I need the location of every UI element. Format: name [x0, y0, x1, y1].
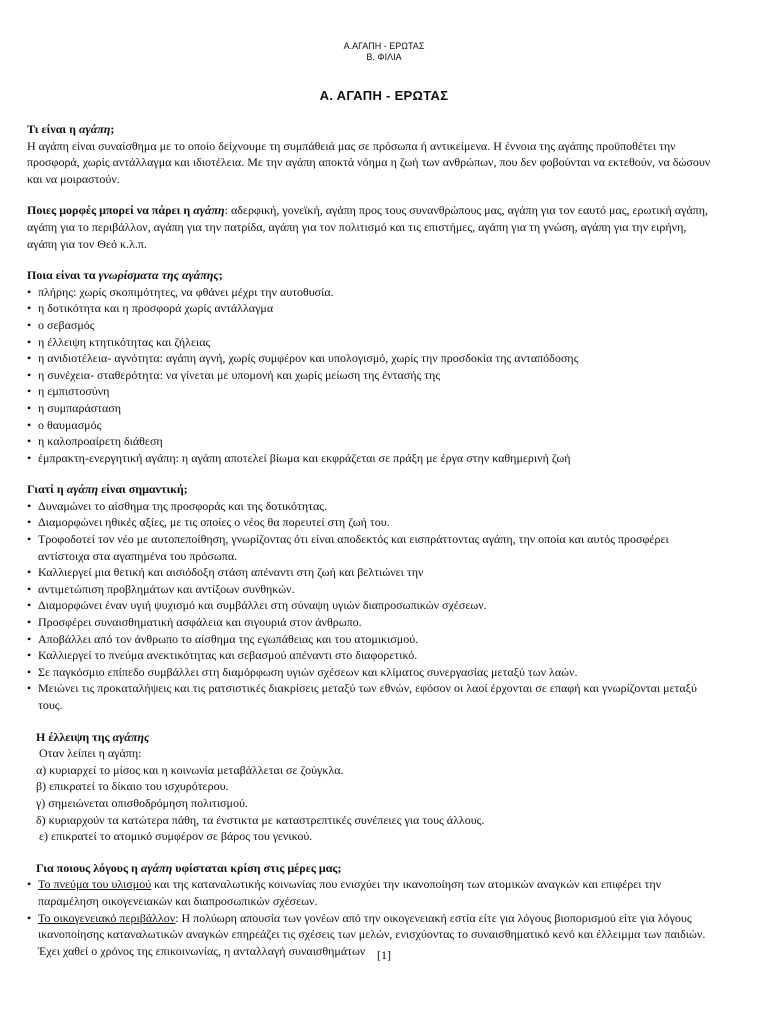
bullet-icon: • — [27, 434, 32, 449]
list-item: γ) σημειώνεται οπισθοδρόμηση πολιτισμού. — [36, 795, 248, 810]
bullet-icon: • — [27, 284, 32, 299]
section-heading: Γιατί η αγάπη είναι σημαντική; — [27, 482, 188, 497]
bullet-icon: • — [27, 910, 32, 925]
bullet-list — [27, 498, 717, 714]
list-item: • Καλλιεργεί μια θετική και αισιόδοξη στάση απέναντι στη ζωή και βελτιώνει την — [27, 565, 424, 580]
bullet-icon: • — [27, 301, 32, 316]
document-body — [27, 121, 717, 974]
bullet-icon: • — [27, 417, 32, 432]
list-item: • Καλλιεργεί το πνεύμα ανεκτικότητας και σεβασμού απέναντι στο διαφορετικό. — [27, 648, 418, 663]
running-header — [0, 41, 768, 63]
list-item: • η εμπιστοσύνη — [27, 384, 110, 399]
list-item: β) επικρατεί το δίκαιο του ισχυρότερου. — [36, 779, 229, 794]
bullet-icon: • — [27, 498, 32, 513]
bullet-icon: • — [27, 565, 32, 580]
bullet-icon: • — [27, 367, 32, 382]
section-love-crisis — [27, 860, 717, 960]
bullet-icon: • — [27, 615, 32, 630]
bullet-icon: • — [27, 384, 32, 399]
list-item: • Το οικογενειακό περιβάλλον: Η πολύωρη απουσία των γονέων από την οικογενειακή εστία είτε για λόγους βιοπορισμού είτε για λόγους ικανοποίησης καταναλωτικών αναγκών επηρεάζει τις σχέσεις των μελών, ενισχύοντας το συναισθηματικό κενό και έλλειμμα των παιδιών. Έχει χαθεί ο χρόνος της επικοινωνίας, η ανταλλαγή συναισθημάτων — [27, 910, 706, 958]
bullet-icon: • — [27, 664, 32, 679]
section-paragraph: Ποιες μορφές μπορεί να πάρει η αγάπη: αδερφική, γονεϊκή, αγάπη προς τους συνανθρώπους μας, αγάπη για τον εαυτό μας, ερωτική αγάπη, αγάπη για το περιβάλλον, αγάπη για την πατρίδα, αγάπη για τον πολιτισμό και τις επιστήμες, αγάπη για τη γνώση, αγάπη για την ειρήνη, αγάπη για τον Θεό κ.λ.π. — [27, 203, 709, 251]
bullet-icon: • — [27, 877, 32, 892]
bullet-icon: • — [27, 648, 32, 663]
list-item: • η δοτικότητα και η προσφορά χωρίς αντάλλαγμα — [27, 301, 274, 316]
section-traits-of-love — [27, 267, 717, 466]
list-item: • αντιμετώπιση προβλημάτων και αντίξοων συνθηκών. — [27, 581, 295, 596]
bullet-icon: • — [27, 400, 32, 415]
bullet-icon: • — [27, 334, 32, 349]
section-forms-of-love — [27, 202, 717, 252]
bullet-icon: • — [27, 631, 32, 646]
list-item: • Δυναμώνει το αίσθημα της προσφοράς και της δοτικότητας. — [27, 498, 328, 513]
section-heading: Τι είναι η αγάπη; — [27, 122, 115, 136]
section-heading: Ποια είναι τα γνωρίσματα της αγάπης; — [27, 268, 223, 283]
list-item: • έμπρακτη-ενεργητική αγάπη: η αγάπη αποτελεί βίωμα και εκφράζεται σε πράξη με έργα στην καθημερινή ζωή — [27, 450, 571, 465]
section-what-is-love — [27, 121, 717, 187]
list-item: • ο σεβασμός — [27, 317, 95, 332]
bullet-list — [27, 876, 717, 959]
bullet-icon: • — [27, 515, 32, 530]
list-item: • Τροφοδοτεί τον νέο με αυτοπεποίθηση, γνωρίζοντας ότι είναι αποδεκτός και εισπράττοντας αγάπη, την οποία και αυτός προσφέρει αντίστοιχα στα αγαπημένα του πρόσωπα. — [27, 532, 669, 563]
list-item: • Σε παγκόσμιο επίπεδο συμβάλλει στη διαμόρφωση υγιών σχέσεων και κλίματος συνεργασίας μεταξύ των λαών. — [27, 664, 578, 679]
list-item: • η έλλειψη κτητικότητας και ζήλειας — [27, 334, 211, 349]
list-item: • πλήρης: χωρίς σκοπιμότητες, να φθάνει μέχρι την αυτοθυσία. — [27, 284, 334, 299]
section-heading: Η έλλειψη της αγάπης — [36, 729, 150, 744]
section-intro: Οταν λείπει η αγάπη: — [39, 746, 142, 761]
bullet-icon: • — [27, 598, 32, 613]
list-item: • η συμπαράσταση — [27, 400, 122, 415]
bullet-list — [27, 284, 717, 467]
list-item: δ) κυριαρχούν τα κατώτερα πάθη, τα ένστικτα με καταστρεπτικές συνέπειες για τους άλλους. — [36, 812, 485, 827]
list-item: • Διαμορφώνει έναν υγιή ψυχισμό και συμβάλλει στη σύναψη υγιών διαπροσωπικών σχέσεων. — [27, 598, 487, 613]
list-item: • Μειώνει τις προκαταλήψεις και τις ρατσιστικές διακρίσεις μεταξύ των εθνών, εφόσον οι λαοί έρχονται σε επαφή και γνωρίζονται μεταξύ τους. — [27, 681, 697, 712]
section-paragraph: Η αγάπη είναι συναίσθημα με το οποίο δείχνουμε τη συμπάθειά μας σε πρόσωπα ή αντικείμενα. Η έννοια της αγάπης προϋποθέτει την προσφορά, χωρίς αντάλλαγμα και ιδιοτέλεια. Με την αγάπη αποκτά νόημα η ζωή των ανθρώπων, που δεν φοβούνται να εκτεθούν, να δώσουν και να μοιραστούν. — [27, 138, 711, 186]
list-item: • ο θαυμασμός — [27, 417, 102, 432]
bullet-icon: • — [27, 450, 32, 465]
list-item: • η συνέχεια- σταθερότητα: να γίνεται με υπομονή και χωρίς μείωση της έντασής της — [27, 367, 441, 382]
list-item: • Το πνεύμα του υλισμού και της καταναλωτικής κοινωνίας που ενισχύει την ικανοποίηση των ατομικών αναγκών και επιφέρει την παραμέληση οικογενειακών και διαπροσωπικών σχέσεων. — [27, 877, 662, 908]
bullet-icon: • — [27, 317, 32, 332]
list-item: • Διαμορφώνει ηθικές αξίες, με τις οποίες ο νέος θα πορευτεί στη ζωή του. — [27, 515, 390, 530]
list-item: • η καλοπροαίρετη διάθεση — [27, 434, 163, 449]
list-item: • Αποβάλλει από τον άνθρωπο το αίσθημα της εγωπάθειας και του ατομικισμού. — [27, 631, 419, 646]
list-item: α) κυριαρχεί το μίσος και η κοινωνία μεταβάλλεται σε ζούγκλα. — [36, 762, 344, 777]
bullet-icon: • — [27, 681, 32, 696]
section-lack-of-love — [27, 729, 717, 845]
list-item: ε) επικρατεί το ατομικό συμφέρον σε βάρος του γενικού. — [39, 829, 313, 844]
bullet-icon: • — [27, 532, 32, 547]
bullet-icon: • — [27, 351, 32, 366]
header-line-1: Α.ΑΓΑΠΗ - ΕΡΩΤΑΣ — [343, 41, 425, 51]
list-item: • Προσφέρει συναισθηματική ασφάλεια και σιγουριά στον άνθρωπο. — [27, 615, 362, 630]
bullet-icon: • — [27, 581, 32, 596]
page-title: Α. ΑΓΑΠΗ - ΕΡΩΤΑΣ — [319, 88, 449, 103]
list-item: • η ανιδιοτέλεια- αγνότητα: αγάπη αγνή, χωρίς συμφέρον και υπολογισμό, χωρίς την προσδοκία της ανταπόδοσης — [27, 351, 579, 366]
section-why-love-matters — [27, 481, 717, 713]
header-line-2: Β. ΦΙΛΙΑ — [366, 52, 402, 62]
section-heading: Για ποιους λόγους η αγάπη υφίσταται κρίση στις μέρες μας; — [36, 860, 342, 875]
page-number: [1] — [377, 948, 391, 962]
